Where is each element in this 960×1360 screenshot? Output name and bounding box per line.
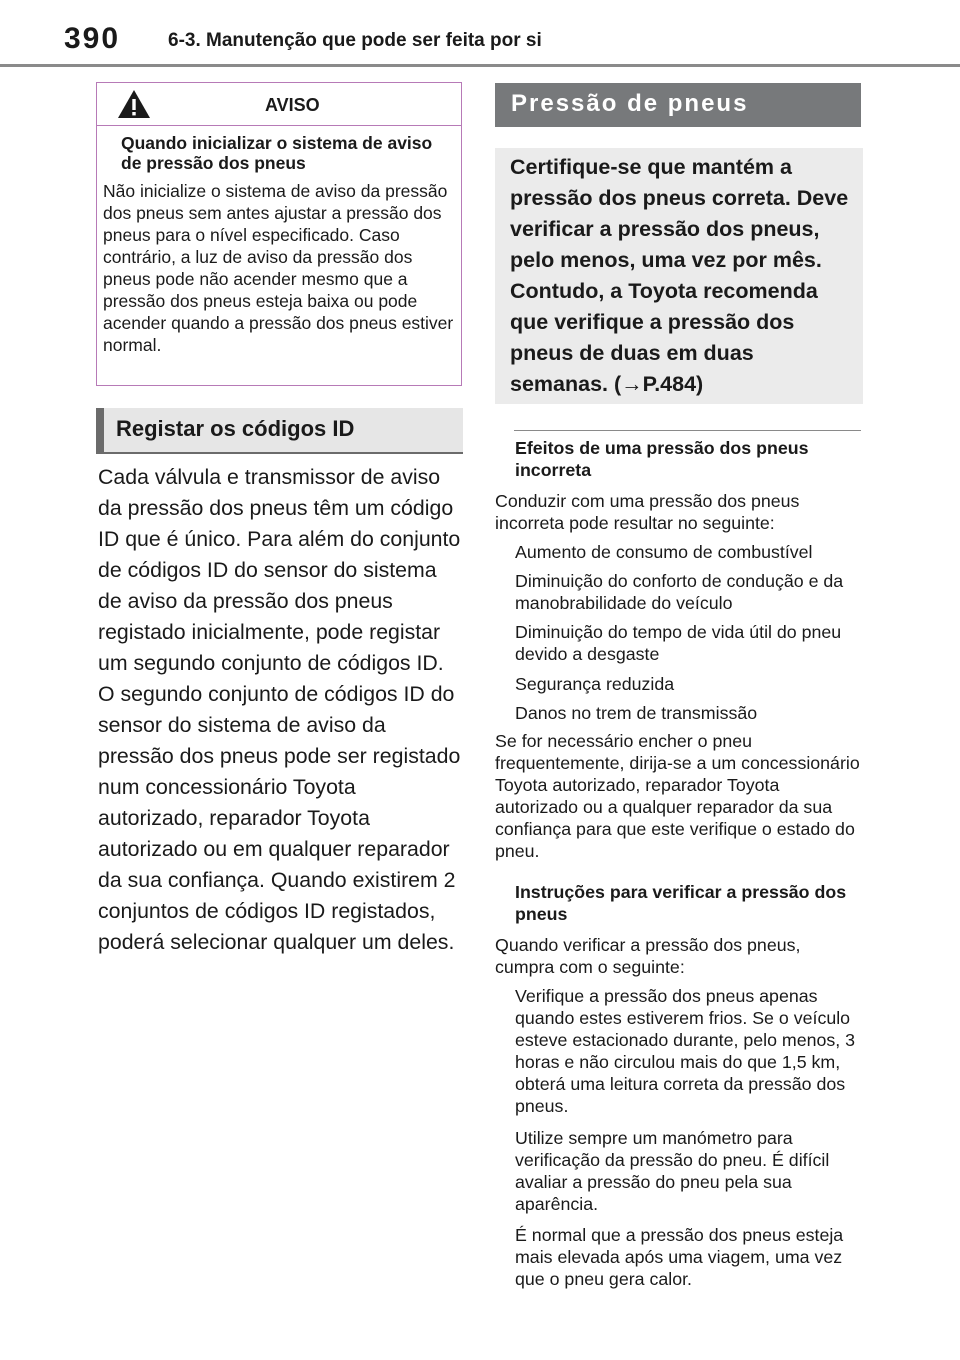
pressure-intro: Certifique-se que mantém a pressão dos pneus correta. Deve verificar a pressão dos pneus, pelo menos, uma vez por mês. Contudo, a Toyota recomenda que verifique a pressão dos pneus de duas em duas semanas. (→P.484) bbox=[510, 155, 849, 396]
effect-item: Diminuição do conforto de condução e da manobrabilidade do veículo bbox=[515, 571, 844, 613]
register-heading-text: Registar os códigos ID bbox=[116, 416, 355, 441]
effects-note: Se for necessário encher o pneu frequentemente, dirija-se a um concessionário Toyota autorizado, reparador Toyota autorizado ou a qualquer reparador da sua confiança para que este verifique o estado do pneu. bbox=[495, 731, 860, 861]
chapter-title: 6-3. Manutenção que pode ser feita por si bbox=[168, 30, 542, 51]
effect-item: Segurança reduzida bbox=[515, 674, 675, 694]
warning-triangle-icon bbox=[117, 89, 151, 119]
header-divider bbox=[0, 64, 960, 67]
pressure-heading-text: Pressão de pneus bbox=[511, 90, 749, 117]
effect-item: Danos no trem de transmissão bbox=[515, 703, 758, 723]
section-divider bbox=[514, 430, 861, 431]
register-heading bbox=[96, 408, 463, 454]
check-item: É normal que a pressão dos pneus esteja mais elevada após uma viagem, uma vez que o pneu gera calor. bbox=[515, 1225, 844, 1289]
check-title: Instruções para verificar a pressão dos pneus bbox=[515, 882, 847, 924]
page-header bbox=[0, 0, 960, 66]
page-number: 390 bbox=[64, 22, 121, 55]
effects-title: Efeitos de uma pressão dos pneus incorreta bbox=[515, 438, 809, 480]
pressure-intro-box bbox=[495, 148, 863, 404]
effect-item: Diminuição do tempo de vida útil do pneu devido a desgaste bbox=[515, 622, 842, 664]
pressure-heading bbox=[495, 83, 861, 127]
warning-body: Não inicialize o sistema de aviso da pressão dos pneus sem antes ajustar a pressão dos pneus para o nível especificado. Caso contrário, a luz de aviso da pressão dos pneus pode não acender mesmo que a pressão dos pneus esteja baixa ou pode acender quando a pressão dos pneus estiver normal. bbox=[103, 181, 454, 355]
warning-box bbox=[96, 82, 462, 386]
warning-header bbox=[97, 83, 461, 126]
register-body: Cada válvula e transmissor de aviso da pressão dos pneus têm um código ID que é único. Para além do conjunto de códigos ID do sensor do sistema de aviso da pressão dos pneus registado inicialmente, pode registar um segundo conjunto de códigos ID. O segundo conjunto de códigos ID do sensor do sistema de aviso da pressão dos pneus pode ser registado num concessionário Toyota autorizado, reparador Toyota autorizado ou em qualquer reparador da sua confiança. Quando existirem 2 conjuntos de códigos ID registados, poderá selecionar qualquer um deles. bbox=[98, 465, 461, 954]
effects-intro: Conduzir com uma pressão dos pneus incorreta pode resultar no seguinte: bbox=[495, 491, 800, 533]
warning-label: AVISO bbox=[265, 95, 320, 115]
check-item: Utilize sempre um manómetro para verificação da pressão do pneu. É difícil avaliar a pressão do pneu pela sua aparência. bbox=[515, 1128, 830, 1214]
check-item: Verifique a pressão dos pneus apenas quando estes estiverem frios. Se o veículo esteve estacionado durante, pelo menos, 3 horas e não circulou mais do que 1,5 km, obterá uma leitura correta da pressão dos pneus. bbox=[515, 986, 856, 1116]
check-intro: Quando verificar a pressão dos pneus, cumpra com o seguinte: bbox=[495, 935, 801, 977]
effect-item: Aumento de consumo de combustível bbox=[515, 542, 813, 562]
warning-title: Quando inicializar o sistema de aviso de pressão dos pneus bbox=[121, 133, 433, 173]
